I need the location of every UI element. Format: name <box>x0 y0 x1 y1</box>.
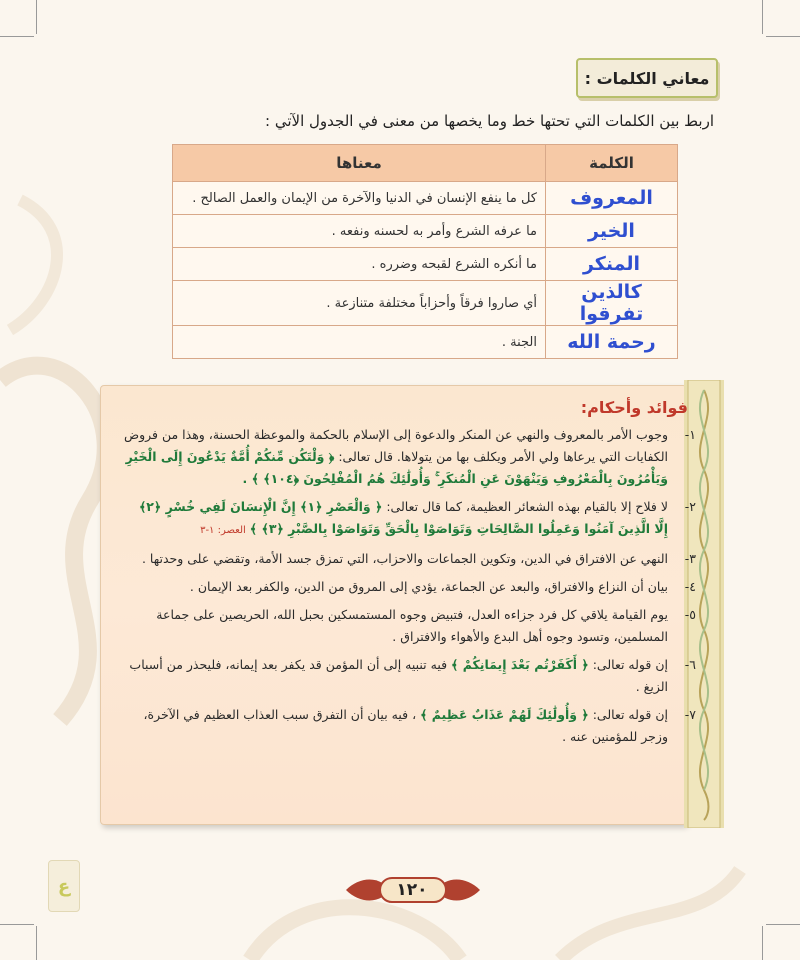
table-row <box>173 248 678 281</box>
vocab-word: المنكر <box>546 248 678 281</box>
benefits-list <box>124 424 696 754</box>
crop-mark <box>0 924 34 925</box>
item-text: وجوب الأمر بالمعروف والنهي عن المنكر والدعوة إلى الإسلام بالحكمة والموعظة الحسنة، وهذا من فروض الكفايات التي يرعاها ولي الأمر ويكلف بها من يتولاها. قال تعالى: ﴿ وَلْتَكُن مِّنكُمْ أُمَّةٌ يَدْعُونَ إِلَى الْخَيْرِ وَيَأْمُرُونَ بِالْمَعْرُوفِ وَيَنْهَوْنَ عَنِ الْمُنكَرِ ۚ وَأُولَٰئِكَ هُمُ الْمُفْلِحُونَ ﴿١٠٤﴾ ﴾ . <box>123 427 668 486</box>
vocab-word: الخير <box>546 215 678 248</box>
list-item <box>124 496 696 542</box>
instruction-text: اربط بين الكلمات التي تحتها خط وما يخصها من معنى في الجدول الآتي : <box>265 112 714 130</box>
quran-verse: ﴿ أَكَفَرْتُم بَعْدَ إِيمَانِكُمْ ﴾ <box>451 657 589 672</box>
page-number: ١٢٠ <box>396 880 428 900</box>
vocab-word: المعروف <box>546 182 678 215</box>
table-row <box>173 326 678 359</box>
crop-mark <box>762 0 763 34</box>
item-number: ٤- <box>684 579 696 594</box>
table-row <box>173 281 678 326</box>
crop-mark <box>762 926 763 960</box>
list-item <box>124 704 696 748</box>
item-text: النهي عن الافتراق في الدين، وتكوين الجماعات والاحزاب، التي تمزق جسد الأمة، وتقضي على وحدتها . <box>141 551 668 566</box>
item-text: بيان أن النزاع والافتراق، والبعد عن الجماعة، يؤدي إلى المروق من الدين، والكفر بعد الإيمان . <box>189 579 668 594</box>
list-item <box>124 576 696 598</box>
item-number: ١- <box>684 427 696 442</box>
item-number: ٥- <box>684 607 696 622</box>
benefits-title: فوائد وأحكام: <box>580 398 688 417</box>
item-text: لا فلاح إلا بالقيام بهذه الشعائر العظيمة، كما قال تعالى: ﴿ وَالْعَصْرِ ﴿١﴾ إِنَّ الْإِنسَانَ لَفِي خُسْرٍ ﴿٢﴾ إِلَّا الَّذِينَ آمَنُوا وَعَمِلُوا الصَّالِحَاتِ وَتَوَاصَوْا بِالْحَقِّ وَتَوَاصَوْا بِالصَّبْرِ ﴿٣﴾ ﴾ العصر: ١-٣ <box>138 499 668 536</box>
quran-verse: ﴿ وَلْتَكُن مِّنكُمْ أُمَّةٌ يَدْعُونَ إِلَى الْخَيْرِ وَيَأْمُرُونَ بِالْمَعْرُوفِ وَيَنْهَوْنَ عَنِ الْمُنكَرِ ۚ وَأُولَٰئِكَ هُمُ الْمُفْلِحُونَ ﴿١٠٤﴾ ﴾ . <box>125 449 668 486</box>
vocab-word: كالذين تفرقوا <box>546 281 678 326</box>
item-number: ٦- <box>684 657 696 672</box>
vocab-word: رحمة الله <box>546 326 678 359</box>
header-word: الكلمة <box>546 145 678 182</box>
vocab-meaning: أي صاروا فرقاً وأحزاباً مختلفة متنازعة . <box>173 281 546 326</box>
crop-mark <box>36 926 37 960</box>
item-number: ٢- <box>684 499 696 514</box>
list-item <box>124 604 696 648</box>
table-row <box>173 215 678 248</box>
item-number: ٧- <box>684 707 696 722</box>
vocab-meaning: كل ما ينفع الإنسان في الدنيا والآخرة من الإيمان والعمل الصالح . <box>173 182 546 215</box>
vocab-meaning: ما أنكره الشرع لقبحه وضرره . <box>173 248 546 281</box>
vocab-meaning: الجنة . <box>173 326 546 359</box>
publisher-logo: ع <box>48 860 80 912</box>
vocabulary-table <box>172 144 678 359</box>
section-title: معاني الكلمات : <box>576 58 718 98</box>
quran-verse: ﴿ وَالْعَصْرِ ﴿١﴾ إِنَّ الْإِنسَانَ لَفِي خُسْرٍ ﴿٢﴾ إِلَّا الَّذِينَ آمَنُوا وَعَمِلُوا الصَّالِحَاتِ وَتَوَاصَوْا بِالْحَقِّ وَتَوَاصَوْا بِالصَّبْرِ ﴿٣﴾ ﴾ <box>138 499 668 536</box>
item-text: إن قوله تعالى: ﴿ وَأُولَٰئِكَ لَهُمْ عَذَابٌ عَظِيمٌ ﴾ ، فيه بيان أن التفرق سبب العذاب العظيم في الآخرة، وزجر للمؤمنين عنه . <box>143 707 668 744</box>
crop-mark <box>766 36 800 37</box>
vocab-meaning: ما عرفه الشرع وأمر به لحسنه ونفعه . <box>173 215 546 248</box>
item-text: إن قوله تعالى: ﴿ أَكَفَرْتُم بَعْدَ إِيمَانِكُمْ ﴾ فيه تنبيه إلى أن المؤمن قد يكفر بعد إيمانه، فليحذر من أسباب الزيغ . <box>129 657 668 694</box>
list-item <box>124 654 696 698</box>
header-meaning: معناها <box>173 145 546 182</box>
table-row <box>173 182 678 215</box>
crop-mark <box>766 924 800 925</box>
crop-mark <box>0 36 34 37</box>
item-number: ٣- <box>684 551 696 566</box>
item-text: يوم القيامة يلاقي كل فرد جزاءه العدل، فتبيض وجوه المستمسكين بحبل الله، الحريصين على جماعة المسلمين، وتسود وجوه أهل البدع والأهواء والافتراق . <box>156 607 668 644</box>
quran-verse: ﴿ وَأُولَٰئِكَ لَهُمْ عَذَابٌ عَظِيمٌ ﴾ <box>420 707 589 722</box>
list-item <box>124 424 696 490</box>
crop-mark <box>36 0 37 34</box>
verse-reference: العصر: ١-٣ <box>200 525 246 536</box>
list-item <box>124 548 696 570</box>
